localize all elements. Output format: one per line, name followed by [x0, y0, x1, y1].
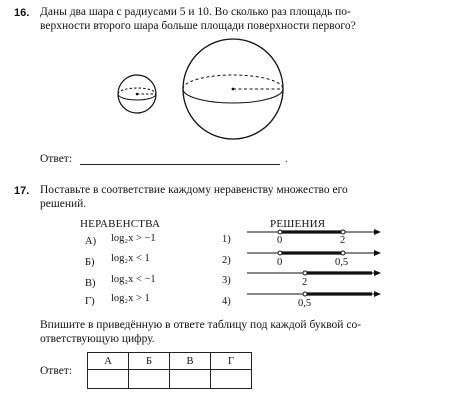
inequality-expr-a: log₂x > −1: [111, 233, 156, 244]
inequality-letter-d: Г): [85, 296, 95, 307]
answer-table-header-g: Г: [211, 353, 252, 370]
number-line-4-label-05: 0,5: [298, 298, 312, 309]
solutions-header: РЕШЕНИЯ: [270, 218, 326, 230]
answer-cell-b[interactable]: [129, 370, 170, 389]
task16-text-line1: Даны два шара с радиусами 5 и 10. Во сколько раз площадь по-: [40, 6, 351, 18]
answer-table-header-a: А: [88, 353, 129, 370]
number-line-3: [247, 271, 380, 288]
task16-text-line2: верхности второго шара больше площади поверхности первого?: [40, 20, 356, 32]
inequality-expr-c: log₂x < −1: [111, 274, 156, 285]
answer-table-header-row: [88, 353, 252, 370]
solution-number-3: 3): [222, 275, 231, 286]
inequality-letter-c: В): [85, 278, 96, 289]
task17-number: 17.: [14, 185, 30, 197]
inequalities-header: НЕРАВЕНСТВА: [80, 218, 161, 230]
answer-table-header-b: Б: [129, 353, 170, 370]
task17-text-line2: решений.: [40, 198, 87, 210]
task17-instruction-line2: ответствующую цифру.: [40, 333, 155, 345]
solution-number-4: 4): [222, 296, 231, 307]
inequality-expr-d: log₂x > 1: [111, 293, 150, 304]
solution-number-2: 2): [222, 255, 231, 266]
number-line-4: [247, 292, 380, 309]
solution-number-1: 1): [222, 234, 231, 245]
answer-cell-v[interactable]: [170, 370, 211, 389]
inequality-letter-b: Б): [85, 257, 95, 268]
inequality-expr-b: log₂x < 1: [111, 253, 150, 264]
number-line-1: [247, 230, 380, 246]
answer-table: [87, 352, 252, 389]
number-line-2-label-0: 0: [277, 257, 283, 268]
answer-cell-g[interactable]: [211, 370, 252, 389]
answer-cell-a[interactable]: [88, 370, 129, 389]
answer-table-input-row: [88, 370, 252, 389]
task17-instruction-line1: Впишите в приведённую в ответе таблицу под каждой буквой со-: [40, 319, 362, 331]
number-line-2-label-05: 0,5: [335, 257, 349, 268]
task17-answer-label: Ответ:: [40, 365, 73, 377]
task16-number: 16.: [14, 7, 30, 19]
number-line-1-label-2: 2: [340, 235, 346, 246]
inequality-letter-a: А): [85, 236, 97, 247]
number-line-2: [247, 251, 380, 268]
number-line-3-label-2: 2: [302, 277, 308, 288]
task17-text-line1: Поставьте в соответствие каждому неравенству множество его: [40, 184, 348, 196]
task16-answer-end: .: [285, 153, 288, 165]
number-line-1-label-0: 0: [277, 235, 283, 246]
answer-table-header-v: В: [170, 353, 211, 370]
task16-answer-label: Ответ:: [40, 153, 73, 165]
